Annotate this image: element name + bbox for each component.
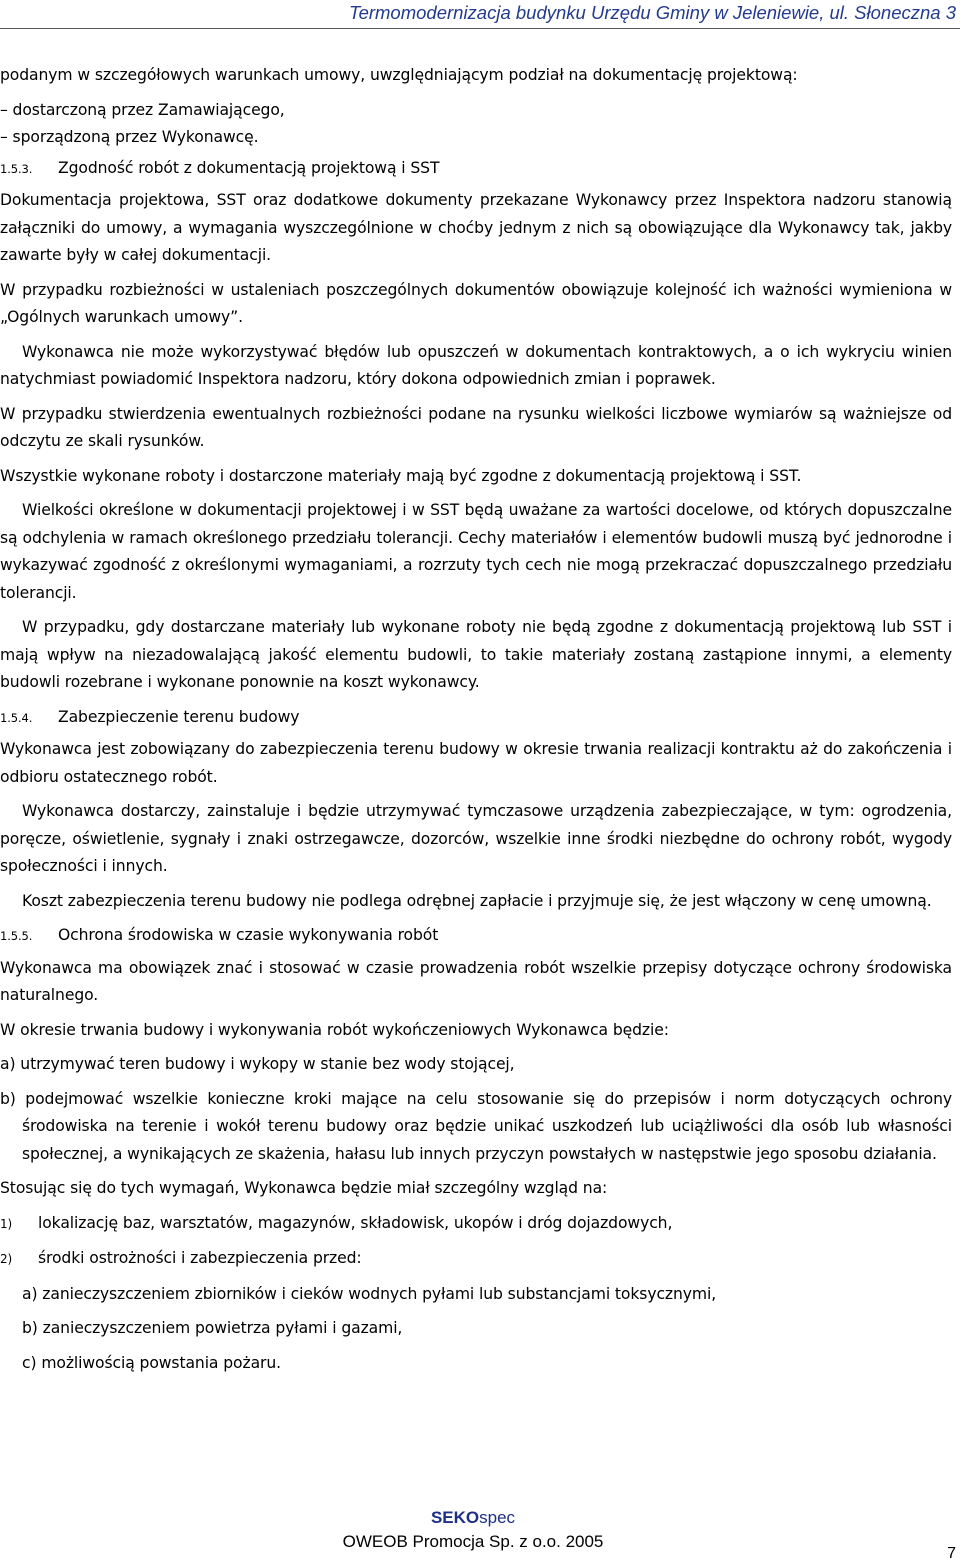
sub-item: b) zanieczyszczeniem powietrza pyłami i gazami, bbox=[22, 1319, 403, 1337]
paragraph: Wykonawca nie może wykorzystywać błędów lub opuszczeń w dokumentach kontraktowych, a o ich wykryciu winien natychmiast powiadomić Inspektora nadzoru, który dokona odpowiednich zmian i poprawek. bbox=[0, 342, 952, 388]
paragraph: Wykonawca dostarczy, zainstaluje i będzie utrzymywać tymczasowe urządzenia zabezpieczające, w tym: ogrodzenia, poręcze, oświetlenie, sygnały i znaki ostrzegawcze, dozorców, wszelkie inne środki niezbędne do ochrony robót, wygody społeczności i innych. bbox=[0, 802, 952, 875]
paragraph: Wykonawca jest zobowiązany do zabezpieczenia terenu budowy w okresie trwania realizacji kontraktu aż do zakończenia i odbioru ostatecznego robót. bbox=[0, 740, 952, 786]
item-number: 1) bbox=[0, 1216, 13, 1231]
logo-text-bold: SEKO bbox=[430, 1508, 480, 1527]
paragraph: W przypadku, gdy dostarczane materiały lub wykonane roboty nie będą zgodne z dokumentacją projektową lub SST i mają wpływ na niezadowalającą jakość elementu budowli, to takie materiały zostaną zastąpione innymi, a elementy budowli rozebrane i wykonane ponownie na koszt wykonawcy. bbox=[0, 618, 952, 691]
paragraph: W przypadku stwierdzenia ewentualnych rozbieżności podane na rysunku wielkości liczbowe wymiarów są ważniejsze od odczytu ze skali rysunków. bbox=[0, 404, 952, 450]
section-title: Ochrona środowiska w czasie wykonywania robót bbox=[58, 926, 439, 944]
list-item: – sporządzoną przez Wykonawcę. bbox=[0, 128, 259, 146]
logo-text-light: spec bbox=[479, 1508, 516, 1527]
section-number: 1.5.5. bbox=[0, 929, 33, 943]
section-number: 1.5.4. bbox=[0, 710, 33, 725]
footer-company: OWEOB Promocja Sp. z o.o. 2005 bbox=[342, 1532, 604, 1551]
paragraph: Wielkości określone w dokumentacji projektowej i w SST będą uważane za wartości docelowe, od których dopuszczalne są odchylenia w ramach określonego przedziału tolerancji. Cechy materiałów i elementów budowli muszą być jednorodne i wykazywać zgodność z określonymi wymaganiami, a rozrzuty tych cech nie mogą przekraczać dopuszczalnego przedziału tolerancji. bbox=[0, 501, 952, 602]
sub-item: a) zanieczyszczeniem zbiorników i cieków wodnych pyłami lub substancjami toksycznymi, bbox=[22, 1284, 717, 1303]
paragraph: Koszt zabezpieczenia terenu budowy nie podlega odrębnej zapłacie i przyjmuje się, że jest włączony w cenę umowną. bbox=[22, 891, 932, 910]
page-number: 7 bbox=[947, 1545, 956, 1562]
footer-logo bbox=[0, 1508, 946, 1528]
item-text: środki ostrożności i zabezpieczenia przed: bbox=[38, 1249, 362, 1267]
numbered-item bbox=[0, 1245, 952, 1274]
section-heading-1-5-4 bbox=[0, 704, 952, 733]
paragraph: Stosując się do tych wymagań, Wykonawca będzie miał szczególny wzgląd na: bbox=[0, 1179, 608, 1197]
item-number: 2) bbox=[0, 1252, 13, 1266]
section-heading-1-5-5 bbox=[0, 922, 952, 951]
numbered-item bbox=[0, 1210, 952, 1239]
document-body bbox=[0, 62, 952, 1384]
section-title: Zgodność robót z dokumentacją projektową i SST bbox=[58, 158, 440, 177]
section-number: 1.5.3. bbox=[0, 161, 33, 176]
list-item: – dostarczoną przez Zamawiającego, bbox=[0, 100, 285, 119]
section-title: Zabezpieczenie terenu budowy bbox=[58, 707, 300, 726]
intro-paragraph: podanym w szczegółowych warunkach umowy, uwzględniającym podział na dokumentację projektową: bbox=[0, 66, 798, 84]
list-item: a) utrzymywać teren budowy i wykopy w stanie bez wody stojącej, bbox=[0, 1055, 515, 1073]
paragraph: W okresie trwania budowy i wykonywania robót wykończeniowych Wykonawca będzie: bbox=[0, 1020, 669, 1039]
section-heading-1-5-3 bbox=[0, 155, 952, 184]
list-item: b) podejmować wszelkie konieczne kroki mające na celu stosowanie się do przepisów i norm dotyczących ochrony środowiska na terenie i wokół terenu budowy oraz będzie unikać uszkodzeń lub uciążliwości dla osób lub własności społecznej, a wynikających ze skażenia, hałasu lub innych przyczyn powstałych w następstwie jego sposobu działania. bbox=[0, 1089, 952, 1163]
running-header: Termomodernizacja budynku Urzędu Gminy w Jeleniewie, ul. Słoneczna 3 bbox=[348, 2, 956, 23]
item-text: lokalizację baz, warsztatów, magazynów, składowisk, ukopów i dróg dojazdowych, bbox=[38, 1213, 673, 1232]
paragraph: Wszystkie wykonane roboty i dostarczone materiały mają być zgodne z dokumentacją projektową i SST. bbox=[0, 466, 802, 485]
sub-item: c) możliwością powstania pożaru. bbox=[22, 1353, 281, 1372]
paragraph: W przypadku rozbieżności w ustaleniach poszczególnych dokumentów obowiązuje kolejność ich ważności wymieniona w „Ogólnych warunkach umowy”. bbox=[0, 280, 952, 326]
paragraph: Wykonawca ma obowiązek znać i stosować w czasie prowadzenia robót wszelkie przepisy dotyczące ochrony środowiska naturalnego. bbox=[0, 958, 952, 1004]
header-divider bbox=[0, 28, 960, 29]
paragraph: Dokumentacja projektowa, SST oraz dodatkowe dokumenty przekazane Wykonawcy przez Inspektora nadzoru stanowią załączniki do umowy, a wymagania wyszczególnione w choćby jednym z nich są obowiązujące dla Wykonawcy tak, jakby zawarte były w całej dokumentacji. bbox=[0, 191, 952, 264]
